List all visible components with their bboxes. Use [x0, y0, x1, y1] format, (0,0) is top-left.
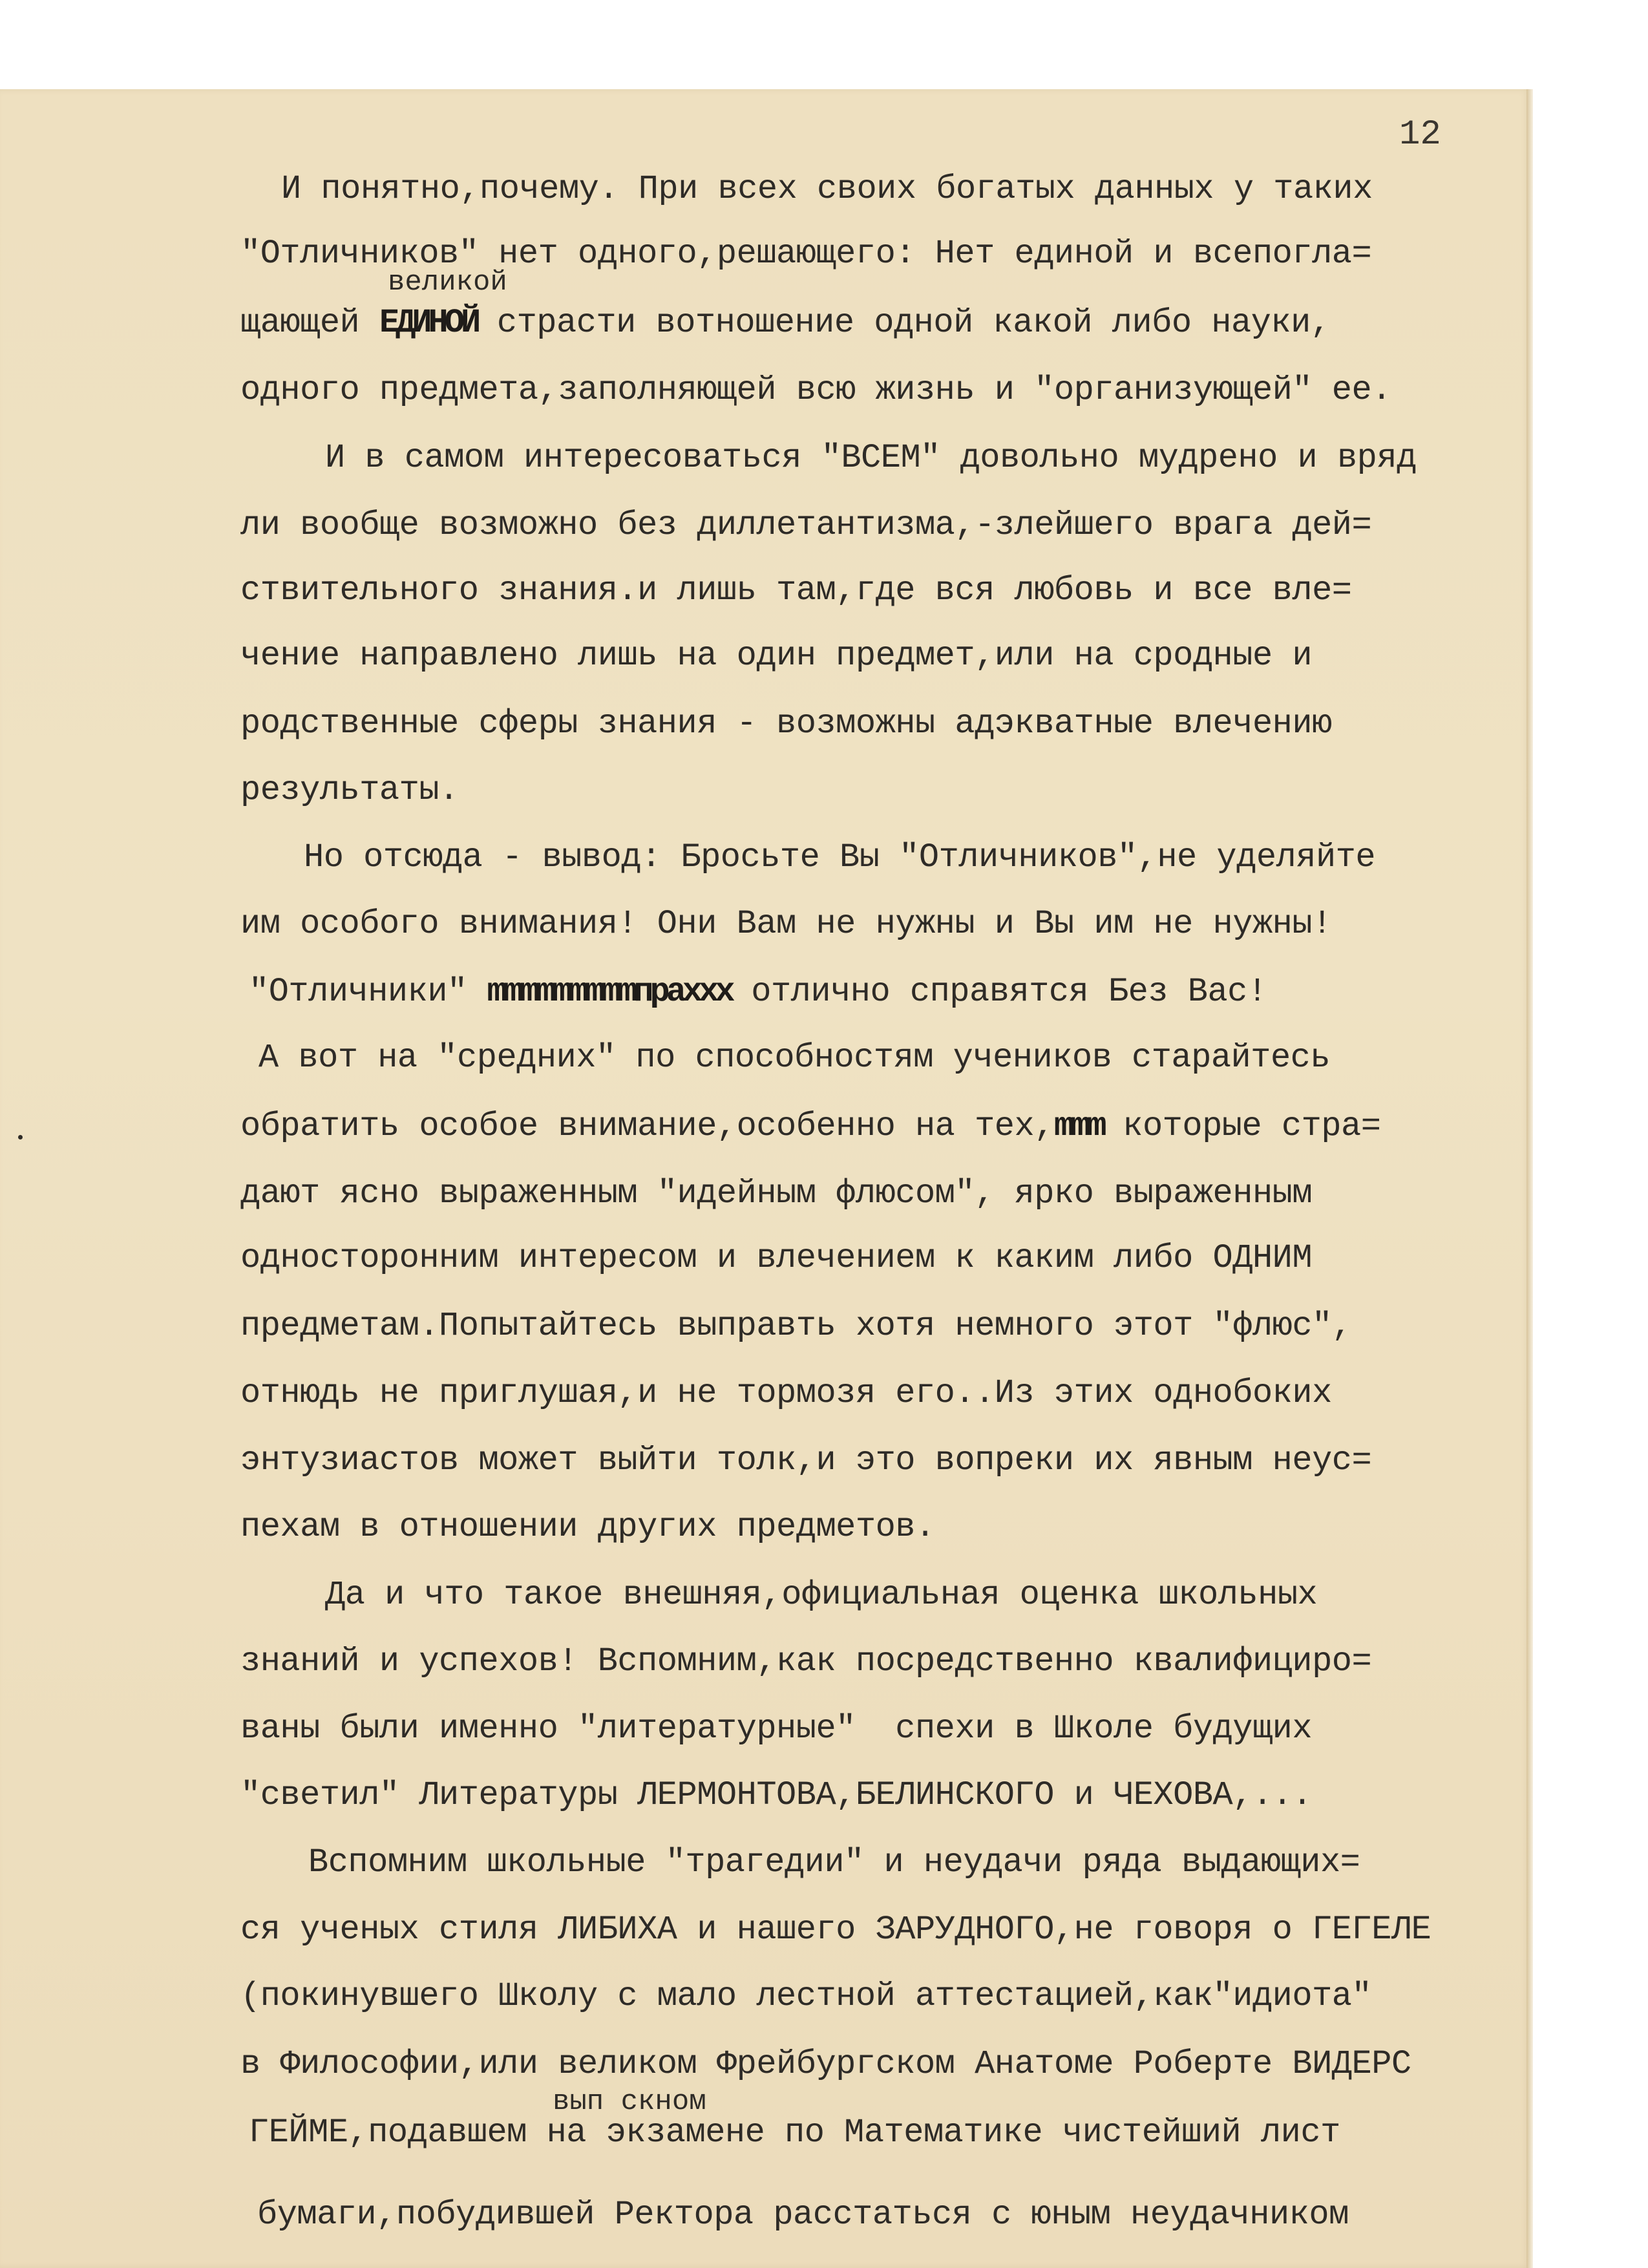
text-line-25: "светил" Литературы ЛЕРМОНТОВА,БЕЛИНСКОГО и ЧЕХОВА,... — [240, 1776, 1313, 1814]
handwritten-insertion-vyp-sknom: вып скном — [553, 2086, 706, 2118]
text-line-24: ваны были именно "литературные" спехи в Школе будущих — [240, 1710, 1313, 1748]
text-line-9: родственные сферы знания - возможны адэкватные влечению — [240, 705, 1332, 743]
text-line-15-start: обратить особое внимание,особенно на тех, — [240, 1107, 1054, 1145]
text-line-16: дают ясно выраженным "идейным флюсом", ярко выраженным — [240, 1174, 1313, 1213]
text-line-31: бумаги,побудившей Ректора расстаться с юным неудачником — [257, 2196, 1349, 2234]
text-line-13-start: "Отличники" — [249, 973, 487, 1011]
text-line-13-end: отлично справятся Без Вас! — [731, 973, 1267, 1011]
text-line-7: ствительного знания.и лишь там,где вся любовь и все вле= — [240, 571, 1352, 609]
text-line-27: ся ученых стиля ЛИБИХА и нашего ЗАРУДНОГО,не говоря о ГЕГЕЛЕ — [240, 1911, 1431, 1949]
text-line-5: И в самом интересоваться "ВСЕМ" довольно мудрено и вряд — [325, 439, 1417, 477]
text-line-13 — [249, 973, 1267, 1012]
text-line-1: И понятно,почему. При всех своих богатых данных у таких — [281, 170, 1373, 208]
text-line-4: одного предмета,заполняющей всю жизнь и "организующей" ее. — [240, 371, 1391, 409]
text-line-20: энтузиастов может выйти толк,и это вопреки их явным неус= — [240, 1441, 1372, 1479]
handwritten-insertion-velikoy: великой — [388, 266, 507, 299]
text-line-3-end: страсти вотношение одной какой либо науки, — [477, 304, 1331, 342]
text-line-19: отнюдь не приглушая,и не тормозя его..Из этих однобоких — [240, 1374, 1332, 1412]
text-line-17: односторонним интересом и влечением к каким либо ОДНИМ — [240, 1239, 1313, 1277]
page-edge — [1527, 89, 1533, 2268]
text-line-21: пехам в отношении других предметов. — [240, 1508, 935, 1546]
text-line-30: ГЕЙМЕ,подавшем на экзамене по Математике чистейший лист — [249, 2114, 1340, 2152]
struck-out-word: mmmmmmmmmпрaxxx — [487, 973, 732, 1011]
text-line-3 — [240, 304, 1331, 343]
ink-speck — [18, 1135, 23, 1139]
text-line-11: Но отсюда - вывод: Бросьте Вы "Отличников",не уделяйте — [304, 838, 1376, 876]
text-line-15-end: которые стра= — [1103, 1107, 1381, 1145]
text-line-3-start: щающей — [240, 304, 379, 342]
text-line-18: предметам.Попытайтесь выправть хотя немного этот "флюс", — [240, 1307, 1352, 1345]
struck-out-word: ЕДИНОЙ — [379, 304, 478, 342]
text-line-29: в Философии,или великом Фрейбургском Анатоме Роберте ВИДЕРС — [240, 2045, 1411, 2083]
text-line-14: А вот на "средних" по способностям учеников старайтесь — [259, 1039, 1331, 1077]
text-line-12: им особого внимания! Они Вам не нужны и Вы им не нужны! — [240, 905, 1332, 943]
text-line-2: "Отличников" нет одного,решающего: Нет единой и всепогла= — [240, 235, 1372, 273]
text-line-26: Вспомним школьные "трагедии" и неудачи ряда выдающих= — [308, 1843, 1360, 1881]
text-line-8: чение направлено лишь на один предмет,или на сродные и — [240, 637, 1313, 675]
text-line-10: результаты. — [240, 771, 459, 809]
text-line-6: ли вообще возможно без диллетантизма,-злейшего врага дей= — [240, 506, 1372, 544]
page-number: 12 — [1399, 115, 1441, 154]
text-line-23: знаний и успехов! Вспомним,как посредственно квалифициро= — [240, 1642, 1372, 1680]
text-line-15 — [240, 1107, 1380, 1146]
text-line-22: Да и что такое внешняя,официальная оценка школьных — [325, 1576, 1318, 1614]
struck-out-word: mmm — [1053, 1107, 1103, 1145]
text-line-28: (покинувшего Школу с мало лестной аттестацией,как"идиота" — [240, 1977, 1372, 2015]
